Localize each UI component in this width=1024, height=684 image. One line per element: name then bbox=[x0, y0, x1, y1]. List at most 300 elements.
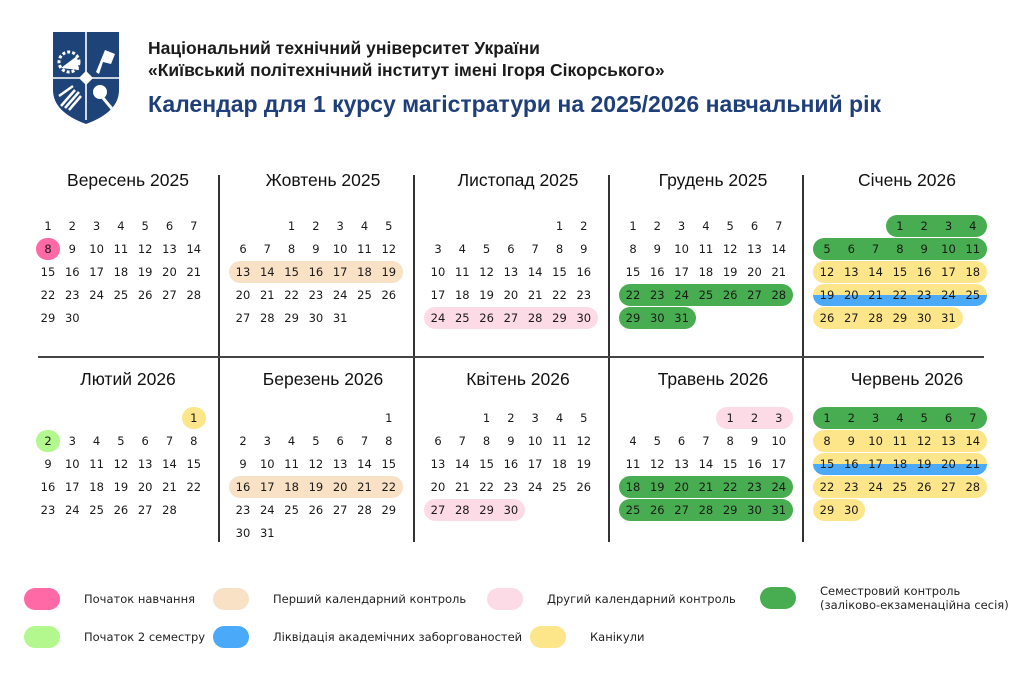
day-cell: 16 bbox=[308, 265, 324, 279]
day-cell: 7 bbox=[360, 434, 369, 448]
day-cell: 5 bbox=[726, 219, 734, 233]
day-cell: 4 bbox=[896, 411, 904, 425]
day-cell: 27 bbox=[674, 503, 689, 517]
day-cell: 1 bbox=[190, 411, 198, 425]
day-cell: 19 bbox=[916, 457, 932, 471]
day-cell: 18 bbox=[965, 265, 981, 279]
day-cell: 20 bbox=[503, 288, 519, 302]
day-cell: 22 bbox=[186, 480, 202, 494]
day-cell: 25 bbox=[625, 503, 641, 517]
day-cell: 5 bbox=[580, 411, 588, 425]
day-cell: 20 bbox=[941, 457, 956, 471]
day-cell: 9 bbox=[507, 434, 515, 448]
column-divider bbox=[218, 175, 220, 542]
day-cell: 4 bbox=[629, 434, 637, 448]
day-cell: 2 bbox=[750, 411, 759, 425]
day-cell: 24 bbox=[527, 480, 543, 494]
day-cell: 10 bbox=[332, 242, 348, 256]
day-cell: 30 bbox=[64, 311, 80, 325]
day-cell: 4 bbox=[969, 219, 977, 233]
day-cell: 29 bbox=[552, 311, 567, 325]
day-cell: 25 bbox=[965, 288, 981, 302]
day-cell: 29 bbox=[819, 503, 835, 517]
day-cell: 21 bbox=[965, 457, 981, 471]
day-cell: 27 bbox=[747, 288, 762, 302]
day-cell: 4 bbox=[117, 219, 125, 233]
day-cell: 1 bbox=[482, 411, 491, 425]
day-cell: 15 bbox=[625, 265, 641, 279]
day-cell: 11 bbox=[552, 434, 567, 448]
day-cell: 13 bbox=[162, 242, 177, 256]
day-cell: 19 bbox=[308, 480, 324, 494]
legend-swatch bbox=[24, 626, 60, 648]
day-cell: 7 bbox=[458, 434, 466, 448]
day-cell: 26 bbox=[113, 503, 129, 517]
day-cell: 15 bbox=[40, 265, 56, 279]
day-cell: 15 bbox=[819, 457, 835, 471]
day-cell: 13 bbox=[235, 265, 251, 279]
day-cell: 21 bbox=[527, 288, 543, 302]
day-cell: 18 bbox=[892, 457, 908, 471]
day-cell: 19 bbox=[479, 288, 494, 302]
day-cell: 24 bbox=[430, 311, 446, 325]
day-cell: 24 bbox=[64, 503, 80, 517]
day-cell: 10 bbox=[527, 434, 543, 448]
day-cell: 26 bbox=[722, 288, 738, 302]
day-cell: 26 bbox=[308, 503, 324, 517]
day-cell: 2 bbox=[44, 434, 52, 448]
day-cell: 12 bbox=[381, 242, 397, 256]
legend-item-second-semester-start bbox=[24, 626, 205, 648]
day-cell: 6 bbox=[336, 434, 344, 448]
day-cell: 31 bbox=[259, 526, 275, 540]
day-cell: 6 bbox=[847, 242, 855, 256]
day-cell: 1 bbox=[823, 411, 831, 425]
day-cell: 1 bbox=[726, 411, 734, 425]
day-cell: 23 bbox=[40, 503, 56, 517]
legend-swatch bbox=[760, 587, 796, 609]
day-cell: 21 bbox=[454, 480, 470, 494]
day-cell: 28 bbox=[965, 480, 981, 494]
day-cell: 22 bbox=[722, 480, 738, 494]
day-cell: 25 bbox=[698, 288, 714, 302]
day-cell: 18 bbox=[625, 480, 641, 494]
day-cell: 10 bbox=[430, 265, 446, 279]
day-cell: 13 bbox=[674, 457, 689, 471]
day-cell: 6 bbox=[434, 434, 442, 448]
day-cell: 9 bbox=[239, 457, 247, 471]
day-cell: 26 bbox=[916, 480, 932, 494]
day-cell: 27 bbox=[843, 311, 859, 325]
day-cell: 27 bbox=[162, 288, 177, 302]
day-cell: 25 bbox=[284, 503, 299, 517]
day-cell: 3 bbox=[531, 411, 539, 425]
day-cell: 21 bbox=[868, 288, 883, 302]
day-cell: 5 bbox=[920, 411, 928, 425]
day-cell: 25 bbox=[892, 480, 908, 494]
day-cell: 19 bbox=[576, 457, 592, 471]
day-cell: 8 bbox=[287, 242, 296, 256]
day-cell: 8 bbox=[823, 434, 831, 448]
day-cell: 11 bbox=[454, 265, 470, 279]
day-cell: 27 bbox=[941, 480, 956, 494]
day-cell: 15 bbox=[284, 265, 299, 279]
column-divider bbox=[608, 175, 610, 542]
day-cell: 16 bbox=[576, 265, 592, 279]
day-cell: 1 bbox=[287, 219, 296, 233]
day-cell: 28 bbox=[698, 503, 714, 517]
day-cell: 6 bbox=[141, 434, 149, 448]
day-cell: 24 bbox=[674, 288, 689, 302]
day-cell: 14 bbox=[357, 457, 372, 471]
day-cell: 10 bbox=[941, 242, 956, 256]
day-cell: 28 bbox=[527, 311, 543, 325]
day-cell: 17 bbox=[941, 265, 956, 279]
legend-item-holidays bbox=[530, 626, 645, 648]
day-cell: 6 bbox=[677, 434, 686, 448]
day-cell: 26 bbox=[137, 288, 153, 302]
day-cell: 27 bbox=[137, 503, 153, 517]
day-cell: 10 bbox=[259, 457, 275, 471]
day-cell: 26 bbox=[819, 311, 835, 325]
day-cell: 29 bbox=[892, 311, 908, 325]
day-cell: 30 bbox=[235, 526, 251, 540]
day-cell: 11 bbox=[284, 457, 299, 471]
day-cell: 5 bbox=[312, 434, 320, 448]
day-cell: 9 bbox=[68, 242, 76, 256]
legend-label: Семестровий контроль (заліково-екзаменаційна сесія) bbox=[820, 584, 1009, 612]
day-cell: 27 bbox=[430, 503, 446, 517]
day-cell: 12 bbox=[722, 242, 738, 256]
day-cell: 5 bbox=[385, 219, 393, 233]
university-name-line2: «Київський політехнічний інститут імені Ігоря Сікорського» bbox=[148, 60, 665, 80]
legend-label: Початок 2 семестру bbox=[84, 630, 206, 644]
day-cell: 12 bbox=[113, 457, 129, 471]
day-cell: 16 bbox=[843, 457, 859, 471]
day-cell: 30 bbox=[843, 503, 859, 517]
day-cell: 12 bbox=[308, 457, 324, 471]
day-cell: 22 bbox=[552, 288, 567, 302]
day-cell: 20 bbox=[235, 288, 251, 302]
day-cell: 3 bbox=[336, 219, 344, 233]
day-cell: 23 bbox=[308, 288, 324, 302]
day-cell: 28 bbox=[454, 503, 470, 517]
day-cell: 12 bbox=[576, 434, 592, 448]
day-cell: 8 bbox=[555, 242, 564, 256]
day-cell: 4 bbox=[458, 242, 466, 256]
day-cell: 30 bbox=[308, 311, 324, 325]
day-cell: 3 bbox=[92, 219, 101, 233]
day-cell: 13 bbox=[941, 434, 956, 448]
day-cell: 17 bbox=[259, 480, 275, 494]
day-cell: 12 bbox=[819, 265, 835, 279]
day-cell: 20 bbox=[843, 288, 859, 302]
day-cell: 4 bbox=[702, 219, 710, 233]
day-cell: 10 bbox=[674, 242, 689, 256]
day-cell: 29 bbox=[40, 311, 56, 325]
day-cell: 10 bbox=[64, 457, 80, 471]
day-cell: 11 bbox=[698, 242, 714, 256]
day-cell: 22 bbox=[381, 480, 397, 494]
day-cell: 19 bbox=[381, 265, 397, 279]
day-cell: 11 bbox=[965, 242, 981, 256]
legend-item-session bbox=[760, 584, 1009, 612]
day-cell: 5 bbox=[482, 242, 491, 256]
month-title: Травень 2026 bbox=[657, 369, 769, 389]
day-cell: 2 bbox=[580, 219, 588, 233]
day-cell: 23 bbox=[235, 503, 251, 517]
day-cell: 22 bbox=[284, 288, 299, 302]
day-cell: 7 bbox=[165, 434, 174, 448]
day-cell: 11 bbox=[89, 457, 104, 471]
day-cell: 27 bbox=[503, 311, 519, 325]
day-cell: 7 bbox=[871, 242, 880, 256]
day-cell: 9 bbox=[312, 242, 320, 256]
day-cell: 30 bbox=[747, 503, 762, 517]
day-cell: 3 bbox=[263, 434, 271, 448]
day-cell: 18 bbox=[113, 265, 129, 279]
day-cell: 14 bbox=[868, 265, 883, 279]
day-cell: 15 bbox=[722, 457, 738, 471]
day-cell: 19 bbox=[819, 288, 835, 302]
day-cell: 28 bbox=[357, 503, 372, 517]
day-cell: 30 bbox=[649, 311, 665, 325]
day-cell: 12 bbox=[479, 265, 494, 279]
day-cell: 26 bbox=[479, 311, 494, 325]
day-cell: 11 bbox=[625, 457, 641, 471]
day-cell: 21 bbox=[259, 288, 275, 302]
day-cell: 24 bbox=[89, 288, 104, 302]
university-name-line1: Національний технічний університет України bbox=[148, 38, 540, 58]
day-cell: 1 bbox=[629, 219, 637, 233]
day-cell: 7 bbox=[702, 434, 710, 448]
day-cell: 25 bbox=[89, 503, 104, 517]
day-cell: 19 bbox=[722, 265, 738, 279]
day-cell: 15 bbox=[381, 457, 397, 471]
day-cell: 7 bbox=[263, 242, 271, 256]
day-cell: 9 bbox=[920, 242, 928, 256]
legend-swatch bbox=[530, 626, 566, 648]
day-cell: 22 bbox=[625, 288, 641, 302]
month-title: Жовтень 2025 bbox=[265, 170, 381, 190]
day-cell: 17 bbox=[89, 265, 104, 279]
day-cell: 18 bbox=[284, 480, 299, 494]
day-cell: 7 bbox=[190, 219, 198, 233]
day-cell: 24 bbox=[771, 480, 787, 494]
day-cell: 17 bbox=[868, 457, 883, 471]
day-cell: 28 bbox=[771, 288, 787, 302]
day-cell: 5 bbox=[117, 434, 125, 448]
day-cell: 6 bbox=[750, 219, 759, 233]
day-cell: 5 bbox=[823, 242, 831, 256]
day-cell: 16 bbox=[747, 457, 762, 471]
day-cell: 24 bbox=[868, 480, 883, 494]
day-cell: 31 bbox=[941, 311, 956, 325]
day-cell: 20 bbox=[430, 480, 446, 494]
day-cell: 30 bbox=[576, 311, 592, 325]
day-cell: 10 bbox=[868, 434, 883, 448]
day-cell: 24 bbox=[332, 288, 348, 302]
legend-label: Перший календарний контроль bbox=[273, 592, 467, 606]
day-cell: 1 bbox=[385, 411, 393, 425]
day-cell: 30 bbox=[503, 503, 519, 517]
day-cell: 9 bbox=[750, 434, 759, 448]
legend-swatch bbox=[487, 588, 523, 610]
day-cell: 4 bbox=[360, 219, 369, 233]
month-title: Вересень 2025 bbox=[67, 170, 189, 190]
day-cell: 16 bbox=[40, 480, 56, 494]
day-cell: 8 bbox=[190, 434, 198, 448]
month-title: Грудень 2025 bbox=[658, 170, 768, 190]
day-cell: 19 bbox=[137, 265, 153, 279]
day-cell: 24 bbox=[941, 288, 956, 302]
day-cell: 12 bbox=[137, 242, 153, 256]
legend-label: Другий календарний контроль bbox=[547, 592, 736, 606]
day-cell: 22 bbox=[819, 480, 835, 494]
day-cell: 11 bbox=[892, 434, 908, 448]
legend-swatch bbox=[24, 588, 60, 610]
day-cell: 31 bbox=[332, 311, 348, 325]
day-cell: 3 bbox=[775, 411, 783, 425]
day-cell: 3 bbox=[944, 219, 953, 233]
day-cell: 10 bbox=[89, 242, 104, 256]
day-cell: 4 bbox=[555, 411, 564, 425]
month-title: Січень 2026 bbox=[858, 170, 956, 190]
day-cell: 23 bbox=[64, 288, 80, 302]
day-cell: 22 bbox=[40, 288, 56, 302]
day-cell: 13 bbox=[503, 265, 519, 279]
day-cell: 23 bbox=[503, 480, 519, 494]
day-cell: 26 bbox=[576, 480, 592, 494]
day-cell: 9 bbox=[44, 457, 52, 471]
day-cell: 14 bbox=[771, 242, 787, 256]
day-cell: 13 bbox=[747, 242, 762, 256]
day-cell: 1 bbox=[44, 219, 52, 233]
day-cell: 20 bbox=[747, 265, 762, 279]
day-cell: 20 bbox=[674, 480, 689, 494]
day-cell: 2 bbox=[653, 219, 661, 233]
day-cell: 8 bbox=[44, 242, 52, 256]
day-cell: 14 bbox=[527, 265, 543, 279]
day-cell: 11 bbox=[357, 242, 372, 256]
day-cell: 14 bbox=[698, 457, 714, 471]
day-cell: 26 bbox=[649, 503, 665, 517]
day-cell: 29 bbox=[625, 311, 641, 325]
day-cell: 23 bbox=[649, 288, 665, 302]
day-cell: 25 bbox=[552, 480, 567, 494]
day-cell: 21 bbox=[162, 480, 177, 494]
day-cell: 23 bbox=[747, 480, 762, 494]
month-title: Березень 2026 bbox=[262, 369, 384, 389]
day-cell: 13 bbox=[430, 457, 446, 471]
day-cell: 1 bbox=[896, 219, 904, 233]
column-divider bbox=[413, 175, 415, 542]
day-cell: 8 bbox=[726, 434, 734, 448]
legend-label: Канікули bbox=[590, 630, 645, 644]
day-cell: 9 bbox=[847, 434, 855, 448]
day-cell: 6 bbox=[165, 219, 174, 233]
day-cell: 31 bbox=[674, 311, 689, 325]
day-cell: 5 bbox=[141, 219, 149, 233]
day-cell: 15 bbox=[186, 457, 202, 471]
day-cell: 26 bbox=[381, 288, 397, 302]
day-cell: 4 bbox=[92, 434, 101, 448]
month-title: Листопад 2025 bbox=[457, 170, 579, 190]
day-cell: 17 bbox=[771, 457, 787, 471]
day-cell: 28 bbox=[162, 503, 177, 517]
day-cell: 29 bbox=[722, 503, 738, 517]
legend-item-second-control bbox=[487, 588, 736, 610]
day-cell: 3 bbox=[677, 219, 686, 233]
day-cell: 7 bbox=[775, 219, 783, 233]
day-cell: 23 bbox=[843, 480, 859, 494]
day-cell: 10 bbox=[771, 434, 787, 448]
day-cell: 14 bbox=[259, 265, 275, 279]
day-cell: 22 bbox=[892, 288, 908, 302]
day-cell: 16 bbox=[649, 265, 665, 279]
day-cell: 14 bbox=[162, 457, 177, 471]
day-cell: 3 bbox=[871, 411, 880, 425]
month-title: Червень 2026 bbox=[850, 369, 964, 389]
day-cell: 9 bbox=[580, 242, 588, 256]
day-cell: 18 bbox=[454, 288, 470, 302]
row-divider bbox=[38, 356, 984, 358]
day-cell: 20 bbox=[332, 480, 348, 494]
day-cell: 29 bbox=[284, 311, 299, 325]
day-cell: 18 bbox=[357, 265, 372, 279]
day-cell: 3 bbox=[434, 242, 442, 256]
day-cell: 12 bbox=[649, 457, 665, 471]
day-cell: 2 bbox=[507, 411, 515, 425]
day-cell: 21 bbox=[357, 480, 372, 494]
day-cell: 25 bbox=[113, 288, 129, 302]
day-cell: 8 bbox=[482, 434, 491, 448]
day-cell: 16 bbox=[503, 457, 519, 471]
day-cell: 7 bbox=[531, 242, 539, 256]
day-cell: 14 bbox=[454, 457, 470, 471]
day-cell: 28 bbox=[259, 311, 275, 325]
day-cell: 22 bbox=[479, 480, 494, 494]
day-cell: 21 bbox=[186, 265, 202, 279]
day-cell: 31 bbox=[771, 503, 787, 517]
day-cell: 23 bbox=[916, 288, 932, 302]
day-cell: 16 bbox=[235, 480, 251, 494]
day-cell: 16 bbox=[916, 265, 932, 279]
day-cell: 2 bbox=[312, 219, 320, 233]
day-cell: 4 bbox=[287, 434, 296, 448]
legend-swatch bbox=[213, 626, 249, 648]
day-cell: 19 bbox=[649, 480, 665, 494]
day-cell: 14 bbox=[186, 242, 202, 256]
day-cell: 12 bbox=[916, 434, 932, 448]
day-cell: 20 bbox=[162, 265, 177, 279]
legend-label: Початок навчання bbox=[84, 592, 196, 606]
day-cell: 17 bbox=[674, 265, 689, 279]
day-cell: 14 bbox=[965, 434, 981, 448]
day-cell: 13 bbox=[137, 457, 153, 471]
day-cell: 17 bbox=[430, 288, 446, 302]
day-cell: 17 bbox=[64, 480, 80, 494]
day-cell: 6 bbox=[944, 411, 953, 425]
day-cell: 28 bbox=[186, 288, 202, 302]
day-cell: 2 bbox=[68, 219, 76, 233]
day-cell: 15 bbox=[892, 265, 908, 279]
day-cell: 17 bbox=[332, 265, 348, 279]
day-cell: 29 bbox=[479, 503, 494, 517]
legend-item-study-start bbox=[24, 588, 195, 610]
page-title: Календар для 1 курсу магістратури на 2025/2026 навчальний рік bbox=[148, 91, 881, 117]
legend-item-first-control bbox=[213, 588, 466, 610]
